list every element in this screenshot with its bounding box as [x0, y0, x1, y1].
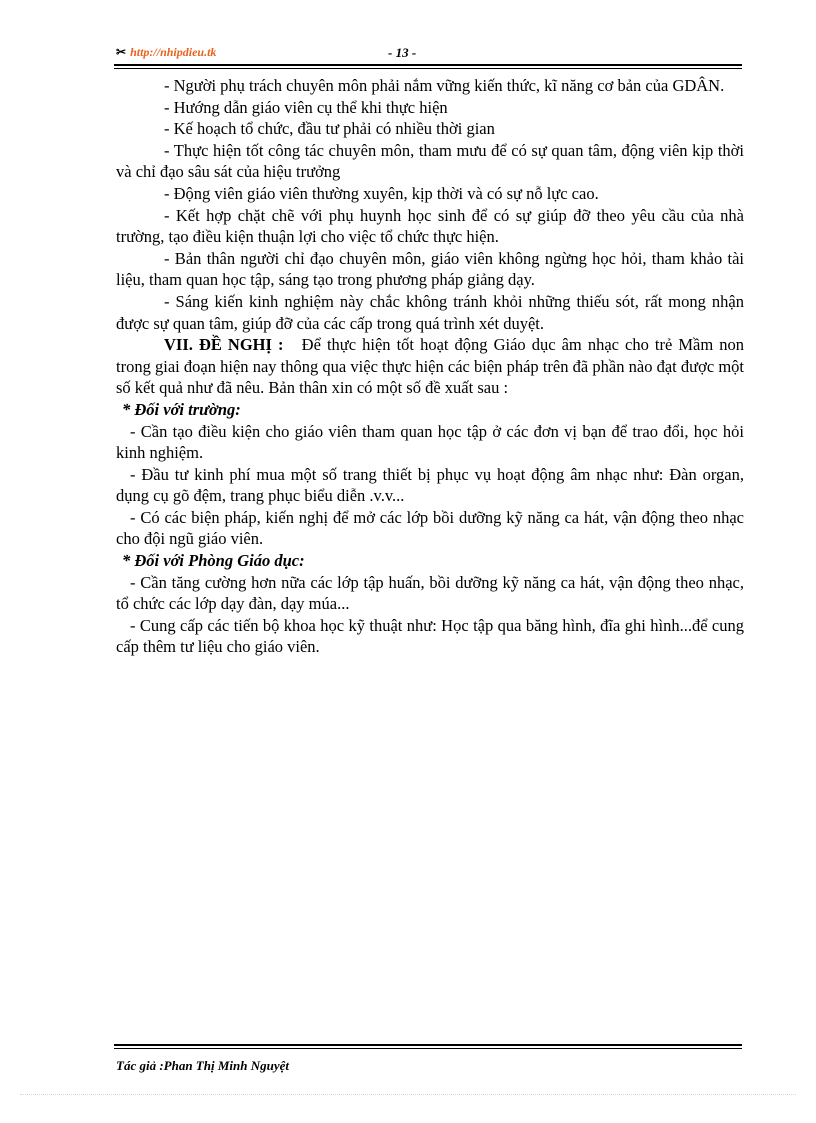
header-rule: [114, 64, 742, 69]
dept-heading: * Đối với Phòng Giáo dục:: [122, 551, 305, 571]
list-item: - Đầu tư kinh phí mua một số trang thiết bị phục vụ hoạt động âm nhạc như: Đàn organ, dụng cụ gõ đệm, trang phục biểu diễn .v.v...: [116, 464, 744, 506]
author-footer: Tác giả :Phan Thị Minh Nguyệt: [116, 1058, 289, 1073]
paragraph: - Thực hiện tốt công tác chuyên môn, tham mưu để có sự quan tâm, động viên kịp thời và chỉ đạo sâu sát của hiệu trưởng: [116, 140, 744, 182]
paragraph: - Người phụ trách chuyên môn phải nắm vững kiến thức, kĩ năng cơ bản của GDÂN.: [164, 76, 725, 95]
paragraph: - Hướng dẫn giáo viên cụ thể khi thực hiện: [164, 97, 448, 117]
section-intro: Để thực hiện tốt hoạt động Giáo dục âm nhạc cho trẻ Mầm non trong giai đoạn hiện nay thông qua việc thực hiện các biện pháp trên đã phần nào đạt được một số kết quả như đã nêu. Bản thân xin có một số đề xuất sau :: [116, 335, 745, 398]
list-item: - Cần tăng cường hơn nữa các lớp tập huấn, bồi dưỡng kỹ năng ca hát, vận động theo nhạc, tổ chức các lớp dạy đàn, dạy múa...: [116, 572, 744, 614]
document-body: [116, 75, 744, 658]
section-paragraph: [116, 334, 744, 399]
page-bottom-border: [20, 1094, 796, 1095]
school-heading: * Đối với trường:: [122, 399, 241, 419]
list-item: - Cần tạo điều kiện cho giáo viên tham quan học tập ở các đơn vị bạn để trao đổi, học hỏi kinh nghiệm.: [116, 421, 744, 463]
list-item: - Có các biện pháp, kiến nghị để mở các lớp bồi dưỡng kỹ năng ca hát, vận động theo nhạc cho đội ngũ giáo viên.: [116, 507, 744, 549]
scissors-icon: ✂: [116, 45, 127, 59]
list-item: - Cung cấp các tiến bộ khoa học kỹ thuật như: Học tập qua băng hình, đĩa ghi hình...để cung cấp thêm tư liệu cho giáo viên.: [116, 615, 744, 657]
section-title: VII. ĐỀ NGHỊ :: [164, 335, 284, 355]
site-url[interactable]: http://nhipdieu.tk: [130, 45, 217, 59]
footer-rule: [114, 1044, 742, 1049]
site-link[interactable]: [116, 45, 216, 60]
paragraph: - Kế hoạch tổ chức, đầu tư phải có nhiều thời gian: [164, 119, 495, 139]
page-header: [116, 45, 742, 65]
paragraph: - Kết hợp chặt chẽ với phụ huynh học sinh để có sự giúp đỡ theo yêu cầu của nhà trường, tạo điều kiện thuận lợi cho việc tổ chức thực hiện.: [116, 205, 744, 247]
paragraph: - Sáng kiến kinh nghiệm này chắc không tránh khỏi những thiếu sót, rất mong nhận được sự quan tâm, giúp đỡ của các cấp trong quá trình xét duyệt.: [116, 291, 744, 333]
page-number: - 13 -: [388, 45, 417, 60]
paragraph: - Bản thân người chỉ đạo chuyên môn, giáo viên không ngừng học hỏi, tham khảo tài liệu, tham quan học tập, sáng tạo trong phương pháp giảng dạy.: [116, 248, 744, 290]
paragraph: - Động viên giáo viên thường xuyên, kịp thời và có sự nỗ lực cao.: [164, 183, 599, 203]
